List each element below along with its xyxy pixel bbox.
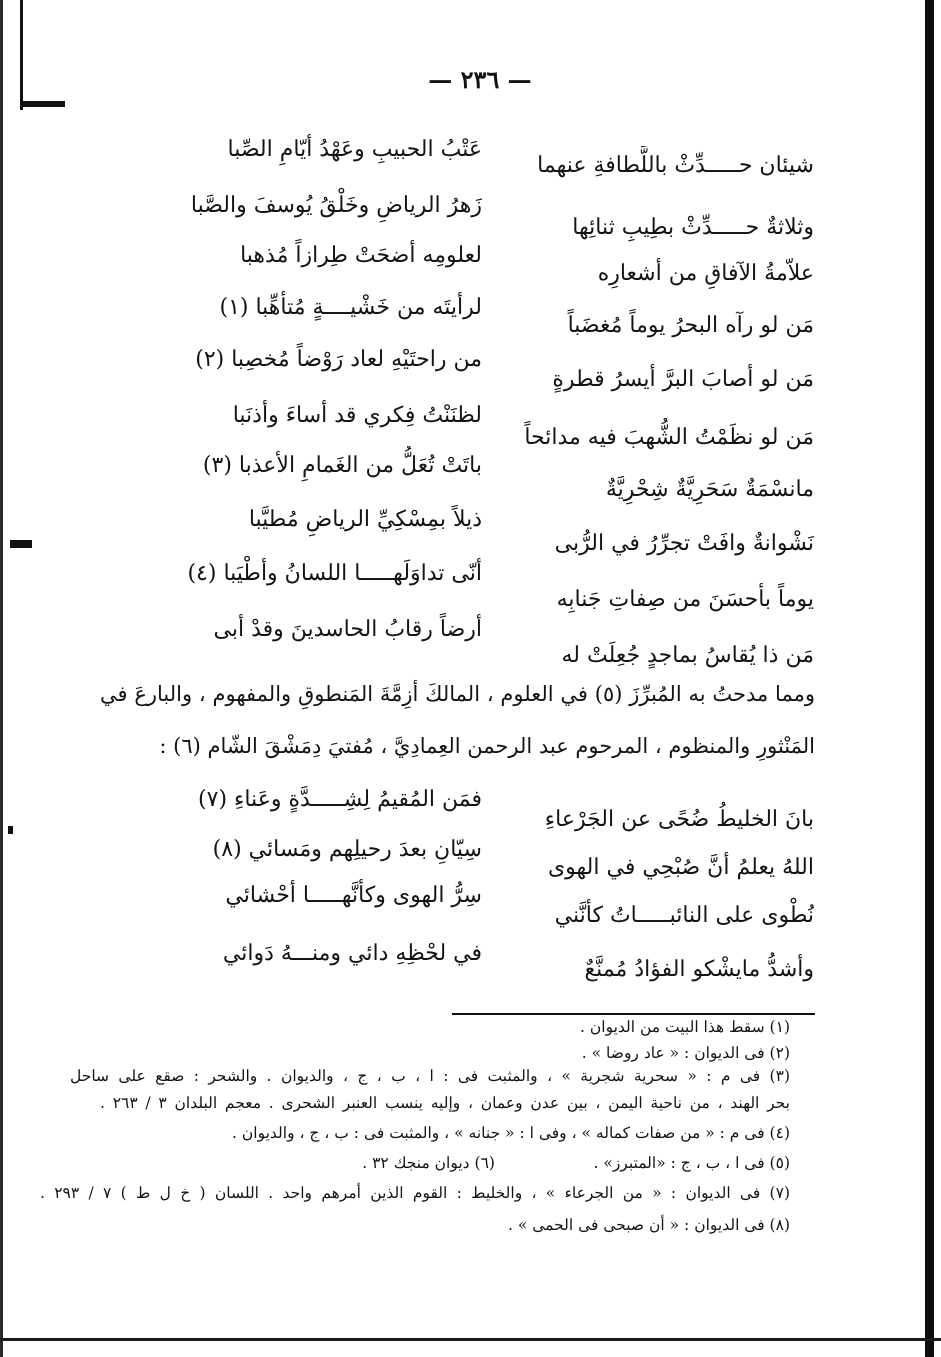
verse-first-hemistich: مانسْمَةٌ سَحَرِيَّةٌ شِحْرِيَّةٌ (605, 477, 814, 502)
page-number: — ٢٣٦ — (428, 65, 532, 94)
prose-line: ومما مدحتُ به المُبرِّزَ (٥) في العلوم ، المالكَ أزِمَّةَ المَنطوقِ والمفهوم ، والبارعَ في (100, 682, 815, 706)
verse-second-hemistich: ذيلاً بمِسْكِيِّ الرياضِ مُطيَّبا (248, 507, 482, 532)
footnote: (٤) فى م : « من صفات كماله » ، وفى ا : « جنانه » ، والمثبت فى : ب ، ج ، والديوان . (232, 1124, 790, 1142)
margin-mark (10, 540, 32, 548)
footnote: (٨) فى الديوان : « أن صبحى فى الحمى » . (507, 1216, 790, 1234)
verse-second-hemistich: زَهرُ الرياضِ وخَلْقُ يُوسفَ والصَّبا (190, 193, 482, 218)
footnote: (٢) فى الديوان : « عاد روضا » . (581, 1044, 790, 1062)
verse-first-hemistich: علاّمةُ الآفاقِ من أشعارِه (597, 261, 814, 286)
corner-bracket-vertical (20, 0, 23, 110)
verse-first-hemistich: شيئان حـــــدِّثْ باللَّطافةِ عنهما (537, 153, 814, 178)
scan-left-edge (0, 0, 3, 1357)
verse-first-hemistich: اللهُ يعلمُ أنَّ صُبْحِي في الهوى (547, 855, 814, 880)
verse-first-hemistich: مَن لو رآه البحرُ يوماً مُغضَباً (567, 313, 814, 338)
verse-second-hemistich: من راحتَيْهِ لعاد رَوْضاً مُخصِبا (٢) (195, 347, 482, 372)
verse-first-hemistich: مَن ذا يُقاسُ بماجدٍ جُعِلَتْ له (561, 643, 814, 668)
verse-second-hemistich: سِرُّ الهوى وكأنَّهـــــا أحْشائي (225, 883, 482, 908)
verse-second-hemistich: لرأيتَه من خَشْيــــةٍ مُتأهِّبا (١) (219, 295, 482, 320)
footnote: (٧) فى الديوان : « من الجرعاء » ، والخليط : القوم الذين أمرهم واحد . اللسان ( خ ل ط ) ٧ / ٢٩٣ . (40, 1184, 790, 1202)
footnote: بحر الهند ، من ناحية اليمن ، بين عدن وعمان ، وإليه ينسب العنبر الشحرى . معجم البلدان ٣ / ٢٦٣ . (100, 1094, 790, 1112)
verse-second-hemistich: فمَن المُقيمُ لِشِـــــدَّةٍ وعَناءِ (٧) (198, 787, 482, 812)
verse-second-hemistich: أرضاً رقابُ الحاسدينَ وقدْ أبى (213, 617, 482, 642)
margin-dot (8, 826, 13, 834)
verse-first-hemistich: وثلاثةٌ حـــــدِّثْ بطِيبِ ثنائِها (572, 215, 814, 240)
verse-second-hemistich: عَتْبُ الحبيبِ وعَهْدُ أيّامِ الصِّبا (227, 137, 482, 162)
verse-second-hemistich: أنّى تداوَلَهـــــا اللسانُ وأطْيَبا (٤) (187, 561, 482, 586)
verse-first-hemistich: نَشْوانةٌ وافَتْ تجرِّرُ في الرُّبى (554, 531, 814, 556)
footnote: (٥) فى ا ، ب ، ج : «المتبرز» . (٦) ديوان منجك ٣٢ . (362, 1154, 790, 1172)
verse-first-hemistich: بانَ الخليطُ ضُحًى عن الجَرْعاءِ (544, 807, 814, 832)
verse-first-hemistich: وأشدُّ مايشْكو الفؤادُ مُمنَّعٌ (584, 957, 814, 982)
footnote: (٣) فى م : « سحرية شجرية » ، والمثبت فى : ا ، ب ، ج ، والديوان . والشحر : صقع على ساحل (70, 1067, 790, 1085)
footnote: (١) سقط هذا البيت من الديوان . (580, 1018, 790, 1036)
scan-binding-edge (925, 0, 934, 1357)
verse-second-hemistich: لظنَنْتُ فِكري قد أساءَ وأذنَبا (232, 403, 482, 428)
verse-second-hemistich: في لحْظِهِ دائي ومنـــهُ دَوائي (222, 941, 482, 966)
scan-bottom-edge (0, 1338, 941, 1341)
verse-second-hemistich: سِيّانِ بعدَ رحيلِهم ومَسائي (٨) (212, 837, 482, 862)
verse-first-hemistich: يوماً بأحسَنَ من صِفاتِ جَنابِه (556, 587, 814, 612)
verse-second-hemistich: باتَتْ تُعَلُّ من الغَمامِ الأعذبا (٣) (202, 453, 482, 478)
prose-line: المَنْثورِ والمنظوم ، المرحوم عبد الرحمن العِمادِيَّ ، مُفتيَ دِمَشْقَ الشّام (٦) : (159, 734, 815, 758)
verse-first-hemistich: مَن لو نظَمْتُ الشُّهبَ فيه مدائحاً (524, 425, 814, 450)
corner-bracket-horizontal (20, 101, 65, 107)
verse-first-hemistich: مَن لو أصابَ البرَّ أيسرُ قطرةٍ (552, 367, 814, 392)
verse-first-hemistich: نُطْوى على النائبـــــاتُ كأنَّني (554, 903, 814, 928)
verse-second-hemistich: لعلومِه أضحَتْ طِرازاً مُذهبا (240, 243, 482, 268)
